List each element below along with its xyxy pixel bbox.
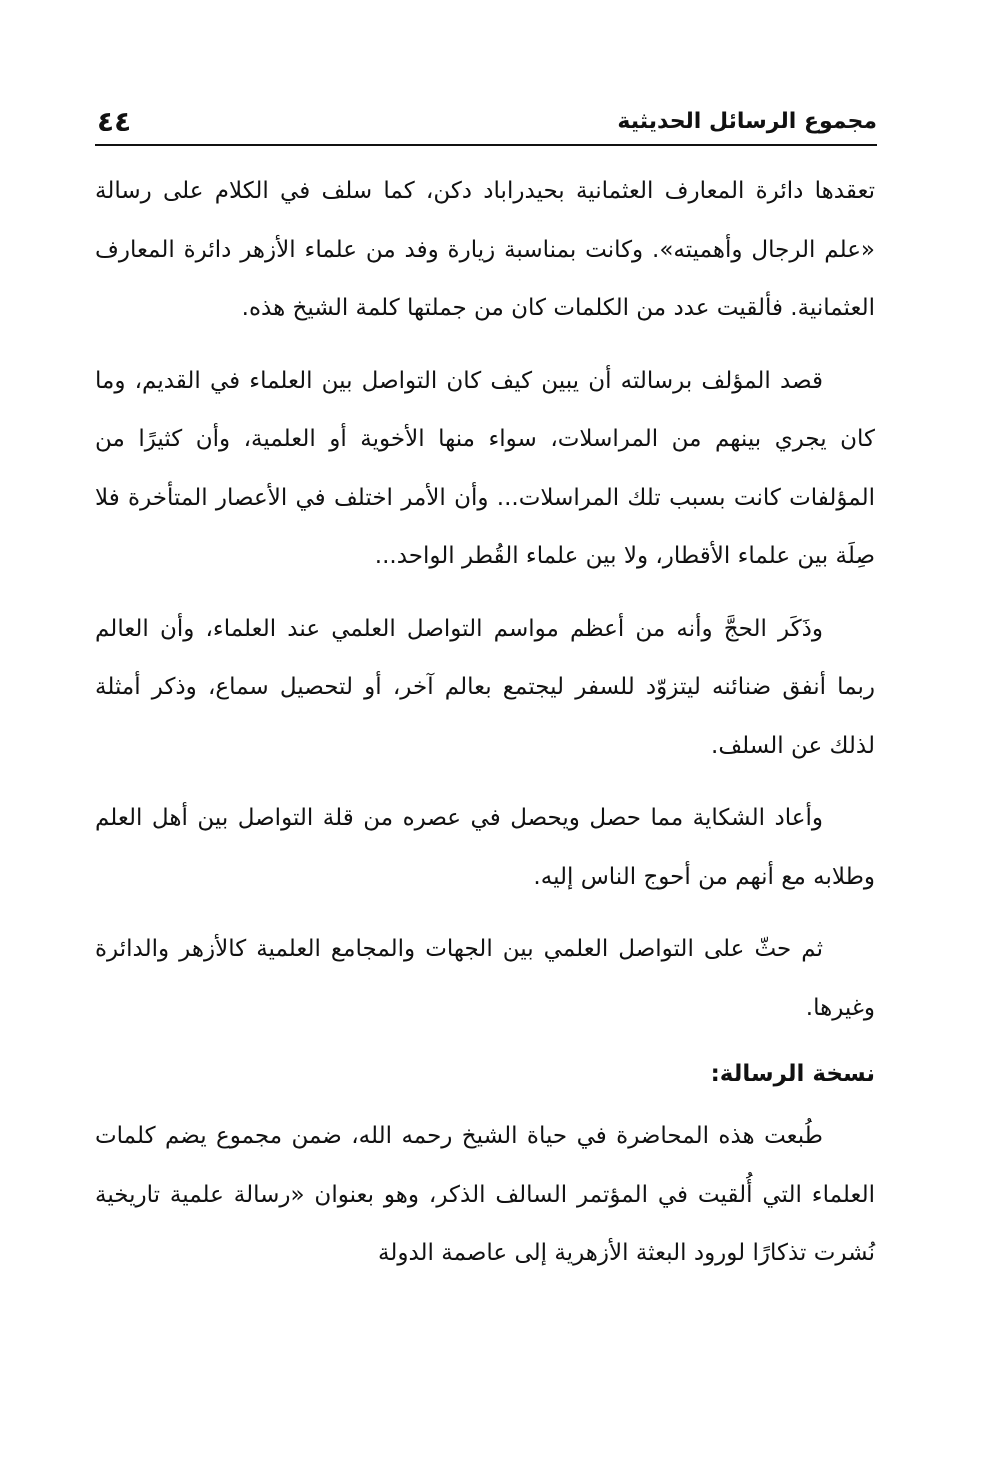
section-heading: نسخة الرسالة: [710, 1061, 875, 1087]
paragraph: ثم حثّ على التواصل العلمي بين الجهات والمجامع العلمية كالأزهر والدائرة وغيرها. [95, 936, 875, 1021]
page-body [95, 162, 875, 1283]
running-header [95, 104, 877, 146]
paragraph: تعقدها دائرة المعارف العثمانية بحيدراباد دكن، كما سلف في الكلام على رسالة «علم الرجال وأهميته». وكانت بمناسبة زيارة وفد من علماء الأزهر دائرة المعارف العثمانية. فألقيت عدد من الكلمات كان من جملتها كلمة الشيخ هذه. [95, 178, 875, 321]
paragraph: وأعاد الشكاية مما حصل ويحصل في عصره من قلة التواصل بين أهل العلم وطلابه مع أنهم من أحوج الناس إليه. [95, 805, 875, 890]
page-number: ٤٤ [97, 105, 132, 138]
paragraph: قصد المؤلف برسالته أن يبين كيف كان التواصل بين العلماء في القديم، وما كان يجري بينهم من المراسلات، سواء منها الأخوية أو العلمية، وأن كثيرًا من المؤلفات كانت بسبب تلك المراسلات... وأن الأمر اختلف في الأعصار المتأخرة فلا صِلَة بين علماء الأقطار، ولا بين علماء القُطر الواحد... [95, 367, 875, 569]
paragraph: طُبعت هذه المحاضرة في حياة الشيخ رحمه الله، ضمن مجموع يضم كلمات العلماء التي أُلقيت في المؤتمر السالف الذكر، وهو بعنوان «رسالة علمية تاريخية نُشرت تذكارًا لورود البعثة الأزهرية إلى عاصمة الدولة [95, 1123, 875, 1266]
paragraph: وذَكَر الحجَّ وأنه من أعظم مواسم التواصل العلمي عند العلماء، وأن العالم ربما أنفق ضنائنه ليتزوّد للسفر ليجتمع بعالم آخر، أو لتحصيل سماع، وذكر أمثلة لذلك عن السلف. [95, 615, 875, 759]
header-title: مجموع الرسائل الحديثية [617, 109, 877, 134]
